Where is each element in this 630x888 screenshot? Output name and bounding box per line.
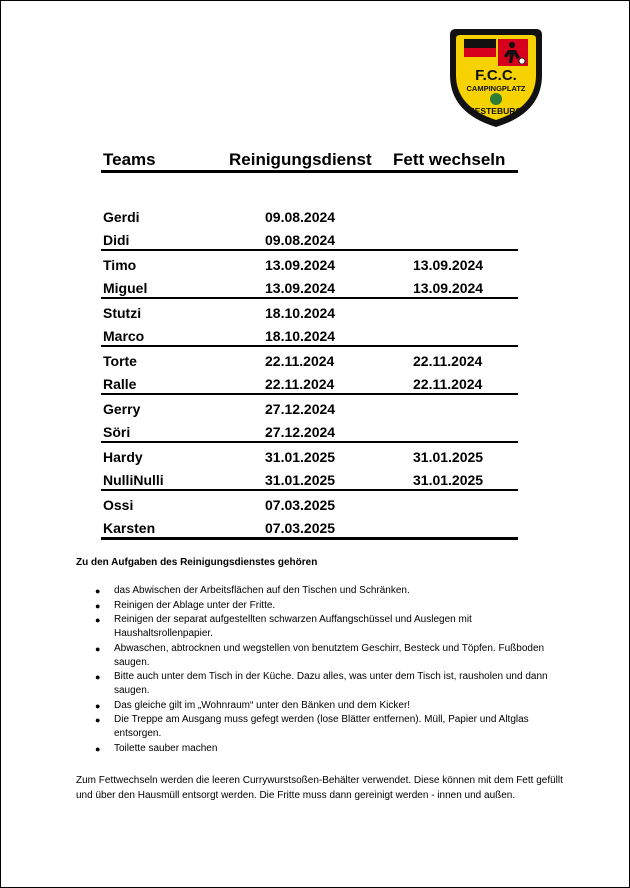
fett-date-cell: 31.01.2025	[391, 466, 518, 490]
cleaning-date-cell: 13.09.2024	[265, 257, 336, 273]
team-cell: NulliNulli	[101, 466, 227, 490]
cleaning-date-cell: 13.09.2024	[227, 274, 391, 298]
team-cell: Ralle	[101, 370, 227, 394]
team-cell: Söri	[101, 418, 227, 442]
fett-date-cell: 13.09.2024	[391, 274, 518, 298]
bullet-icon: ●	[95, 586, 101, 596]
table-row	[101, 514, 518, 539]
header-fett-wechseln: Fett wechseln	[391, 146, 518, 172]
list-item	[95, 742, 565, 756]
fett-date-cell	[391, 394, 518, 418]
table-row	[101, 226, 518, 250]
team-cell: Gerdi	[103, 209, 140, 225]
table-row	[101, 418, 518, 442]
bullet-icon: ●	[95, 743, 101, 754]
table-row	[101, 370, 518, 394]
cleaning-date-cell: 31.01.2025	[227, 466, 391, 490]
task-text: Abwaschen, abtrocknen und wegstellen von benutztem Geschirr, Besteck und Töpfen. Fußboden saugen.	[114, 642, 545, 668]
team-cell: Ossi	[103, 497, 134, 513]
tasks-list	[95, 584, 565, 756]
tasks-title: Zu den Aufgaben des Reinigungsdienstes gehören	[76, 557, 318, 568]
club-logo	[446, 23, 546, 129]
cleaning-date-cell: 18.10.2024	[265, 305, 336, 321]
fett-date-cell	[391, 490, 518, 514]
fett-date-cell: 22.11.2024	[391, 370, 518, 394]
table-row	[101, 203, 518, 226]
task-text: Die Treppe am Ausgang muss gefegt werden (lose Blätter entfernen). Müll, Papier und Altglas entsorgen.	[114, 714, 529, 739]
task-text: Bitte auch unter dem Tisch in der Küche. Dazu alles, was unter dem Tisch ist, rausholen und dann saugen.	[114, 671, 548, 696]
svg-text:JESTEBURG: JESTEBURG	[470, 106, 522, 116]
bullet-icon: ●	[95, 700, 101, 711]
list-item	[95, 613, 565, 641]
fett-date-cell: 13.09.2024	[413, 257, 484, 273]
table-row	[101, 442, 518, 466]
fett-date-cell	[391, 418, 518, 442]
team-cell: Gerry	[103, 401, 141, 417]
team-cell: Miguel	[101, 274, 227, 298]
cleaning-date-cell: 09.08.2024	[227, 226, 391, 250]
schedule-table	[101, 146, 518, 540]
team-cell: Timo	[103, 257, 137, 273]
task-text: Das gleiche gilt im „Wohnraum“ unter den Bänken und dem Kicker!	[114, 699, 411, 711]
fett-date-cell	[391, 203, 518, 226]
task-text: Toilette sauber machen	[114, 742, 218, 754]
list-item	[95, 584, 565, 598]
task-text: Reinigen der Ablage unter der Fritte.	[114, 599, 276, 611]
table-row	[101, 298, 518, 322]
cleaning-date-cell: 07.03.2025	[265, 497, 336, 513]
team-cell: Marco	[101, 322, 227, 346]
cleaning-date-cell: 31.01.2025	[265, 449, 336, 465]
header-reinigungsdienst: Reinigungsdienst	[227, 146, 391, 172]
fett-date-cell	[391, 514, 518, 539]
header-teams: Teams	[101, 146, 227, 172]
bullet-icon: ●	[95, 600, 101, 611]
table-row	[101, 466, 518, 490]
table-row	[101, 250, 518, 274]
table-header-row	[101, 146, 518, 172]
list-item	[95, 713, 565, 741]
fett-date-cell	[391, 322, 518, 346]
list-item	[95, 699, 565, 713]
fett-date-cell	[391, 226, 518, 250]
cleaning-date-cell: 07.03.2025	[227, 514, 391, 539]
cleaning-date-cell: 09.08.2024	[265, 209, 336, 225]
task-text: das Abwischen der Arbeitsflächen auf den Tischen und Schränken.	[114, 585, 410, 596]
cleaning-date-cell: 22.11.2024	[265, 353, 335, 369]
fett-date-cell: 22.11.2024	[413, 353, 483, 369]
team-cell: Didi	[101, 226, 227, 250]
list-item	[95, 670, 565, 698]
fett-date-cell	[391, 298, 518, 322]
bullet-icon: ●	[95, 643, 101, 654]
table-row	[101, 346, 518, 370]
table-row	[101, 322, 518, 346]
cleaning-date-cell: 22.11.2024	[227, 370, 391, 394]
footer-paragraph: Zum Fettwechseln werden die leeren Currywurstsoßen-Behälter verwendet. Diese können mit dem Fett gefüllt und über den Hausmüll entsorgt werden. Die Fritte muss dann gereinigt werden - innen und außen.	[76, 775, 563, 801]
svg-text:F.C.C.: F.C.C.	[475, 67, 517, 84]
team-cell: Karsten	[101, 514, 227, 539]
bullet-icon: ●	[95, 672, 101, 682]
cleaning-date-cell: 27.12.2024	[227, 418, 391, 442]
list-item	[95, 599, 565, 613]
list-item	[95, 642, 565, 670]
bullet-icon: ●	[95, 715, 101, 725]
team-cell: Torte	[103, 353, 137, 369]
bullet-icon: ●	[95, 615, 101, 625]
team-cell: Stutzi	[103, 305, 142, 321]
table-row	[101, 274, 518, 298]
fett-date-cell: 31.01.2025	[413, 449, 484, 465]
task-text: Reinigen der separat aufgestellten schwarzen Auffangschüssel und Auslegen mit Haushaltsrollenpapier.	[114, 614, 472, 639]
table-row	[101, 490, 518, 514]
svg-text:CAMPINGPLATZ: CAMPINGPLATZ	[466, 84, 526, 93]
team-cell: Hardy	[103, 449, 143, 465]
cleaning-date-cell: 27.12.2024	[265, 401, 336, 417]
table-row	[101, 394, 518, 418]
cleaning-date-cell: 18.10.2024	[227, 322, 391, 346]
